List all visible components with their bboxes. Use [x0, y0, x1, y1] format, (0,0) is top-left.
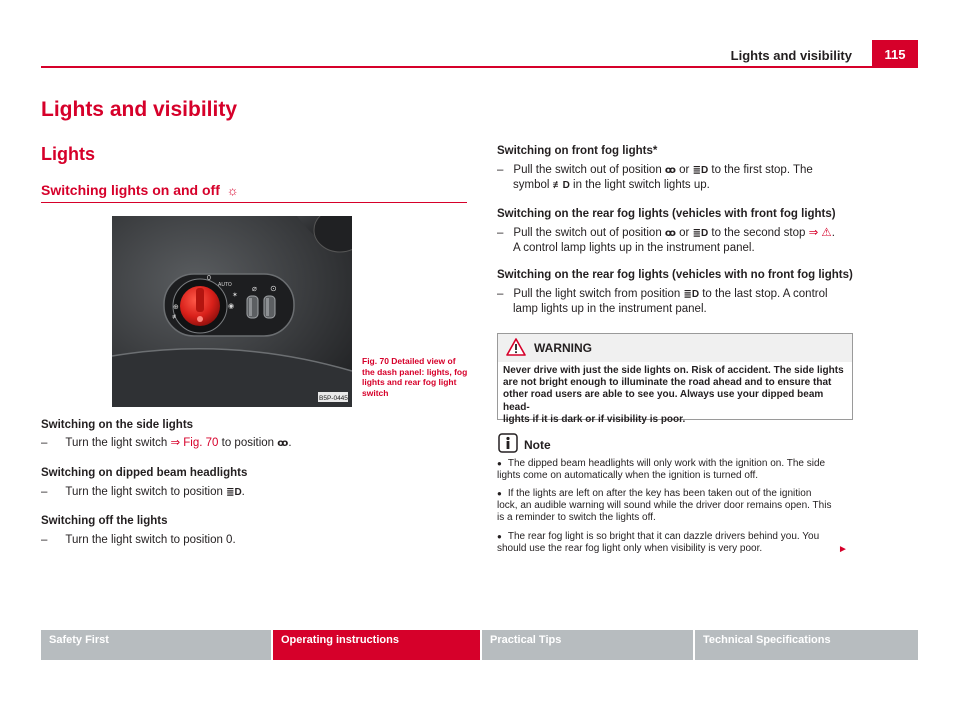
warning-link[interactable]: ⇒ ⚠ — [808, 227, 832, 239]
subsection-title-text: Switching lights on and off — [41, 182, 220, 198]
warning-box — [497, 333, 853, 425]
warning-triangle-icon: ⚠ — [821, 227, 832, 239]
note-info-icon — [498, 433, 518, 453]
warning-triangle-icon — [506, 338, 526, 356]
svg-text:≢: ≢ — [172, 314, 179, 321]
note-title: Note — [524, 438, 551, 452]
sun-icon: ☼ — [226, 183, 239, 198]
side-lights-icon: ꝏ — [664, 165, 676, 176]
svg-text:✶: ✶ — [232, 292, 238, 299]
rear-fog-without-step-line2: lamp lights up in the instrument panel. — [513, 303, 707, 315]
rear-fog-without-step-line1: – Pull the light switch from position ≣D to the last stop. A control — [497, 288, 828, 300]
front-fog-icon: ≢D — [552, 180, 570, 191]
svg-text:⊙: ⊙ — [270, 284, 277, 293]
lights-off-step: – Turn the light switch to position 0. — [41, 534, 236, 546]
dipped-beam-step: – Turn the light switch to position ≣D. — [41, 486, 245, 498]
dipped-beam-icon: ≣D — [226, 487, 242, 498]
note-item: ● The rear fog light is so bright that it can dazzle drivers behind you. You should use the rear fog light only when visibility is very poor. — [497, 531, 820, 555]
subsection-rule — [41, 202, 467, 203]
dipped-beam-icon: ≣D — [692, 165, 709, 176]
warning-title: WARNING — [534, 341, 592, 355]
side-lights-icon: ꝏ — [664, 228, 676, 239]
note-item: ● If the lights are left on after the key has been taken out of the ignition lock, an audible warning will sound while the driver door remains open. This is a reminder to switch the lights off. — [497, 488, 832, 524]
side-lights-step: – Turn the light switch ⇒ Fig. 70 to position ꝏ. — [41, 437, 292, 449]
subsection-title — [41, 182, 239, 198]
header-rule — [41, 66, 918, 68]
footer-tab-practical-tips[interactable]: Practical Tips — [482, 630, 693, 660]
front-fog-step-line1: – Pull the switch out of position ꝏ or ≣D to the first stop. The — [497, 164, 813, 176]
footer-tab-technical-specifications[interactable]: Technical Specifications — [695, 630, 918, 660]
side-lights-icon: ꝏ — [277, 438, 289, 449]
rear-fog-with-step-line1: – Pull the switch out of position ꝏ or ≣D to the second stop ⇒ ⚠. — [497, 227, 835, 239]
side-lights-heading: Switching on the side lights — [41, 419, 194, 431]
footer-tab-safety-first[interactable]: Safety First — [41, 630, 271, 660]
footer-tab-operating-instructions[interactable]: Operating instructions — [273, 630, 480, 660]
switch-label-auto: AUTO — [218, 282, 232, 288]
fig-70-link[interactable]: ⇒ Fig. 70 — [170, 437, 219, 449]
warning-text: Never drive with just the side lights on. Risk of accident. The side lights are not bright enough to illuminate the road ahead and to ensure that other road users are able to see you. Always use your dipped beam head- lights if it is dark or if visibility is poor. — [503, 365, 844, 425]
page-number: 115 — [872, 40, 918, 66]
svg-text:◉: ◉ — [228, 303, 235, 310]
section-title: Lights — [41, 144, 95, 164]
dipped-beam-icon: ≣D — [692, 228, 709, 239]
rear-fog-without-heading: Switching on the rear fog lights (vehicles with no front fog lights) — [497, 269, 853, 281]
continue-arrow-icon: ► — [838, 544, 848, 555]
dash-panel-figure — [112, 216, 352, 407]
svg-text:⌀: ⌀ — [252, 284, 257, 293]
rear-fog-with-heading: Switching on the rear fog lights (vehicles with front fog lights) — [497, 208, 836, 220]
rear-fog-with-step-line2: A control lamp lights up in the instrument panel. — [513, 242, 755, 254]
running-header-title: Lights and visibility — [730, 48, 852, 63]
note-item: ● The dipped beam headlights will only work with the ignition on. The side lights come on automatically when the ignition is turned off. — [497, 458, 826, 482]
front-fog-heading: Switching on front fog lights* — [497, 145, 658, 157]
light-switch-illustration — [112, 216, 352, 407]
lights-off-heading: Switching off the lights — [41, 515, 168, 527]
svg-text:⊕: ⊕ — [173, 304, 179, 311]
dipped-beam-heading: Switching on dipped beam headlights — [41, 467, 248, 479]
dipped-beam-icon: ≣D — [683, 289, 700, 300]
figure-code: B5P-0445 — [319, 395, 348, 402]
chapter-title: Lights and visibility — [41, 98, 238, 121]
front-fog-step-line2: symbol ≢D in the light switch lights up. — [513, 179, 710, 191]
switch-label-0: 0 — [207, 275, 211, 282]
figure-caption: Fig. 70 Detailed view of the dash panel: lights, fog lights and rear fog light switch — [362, 356, 468, 398]
warning-header — [498, 334, 852, 362]
